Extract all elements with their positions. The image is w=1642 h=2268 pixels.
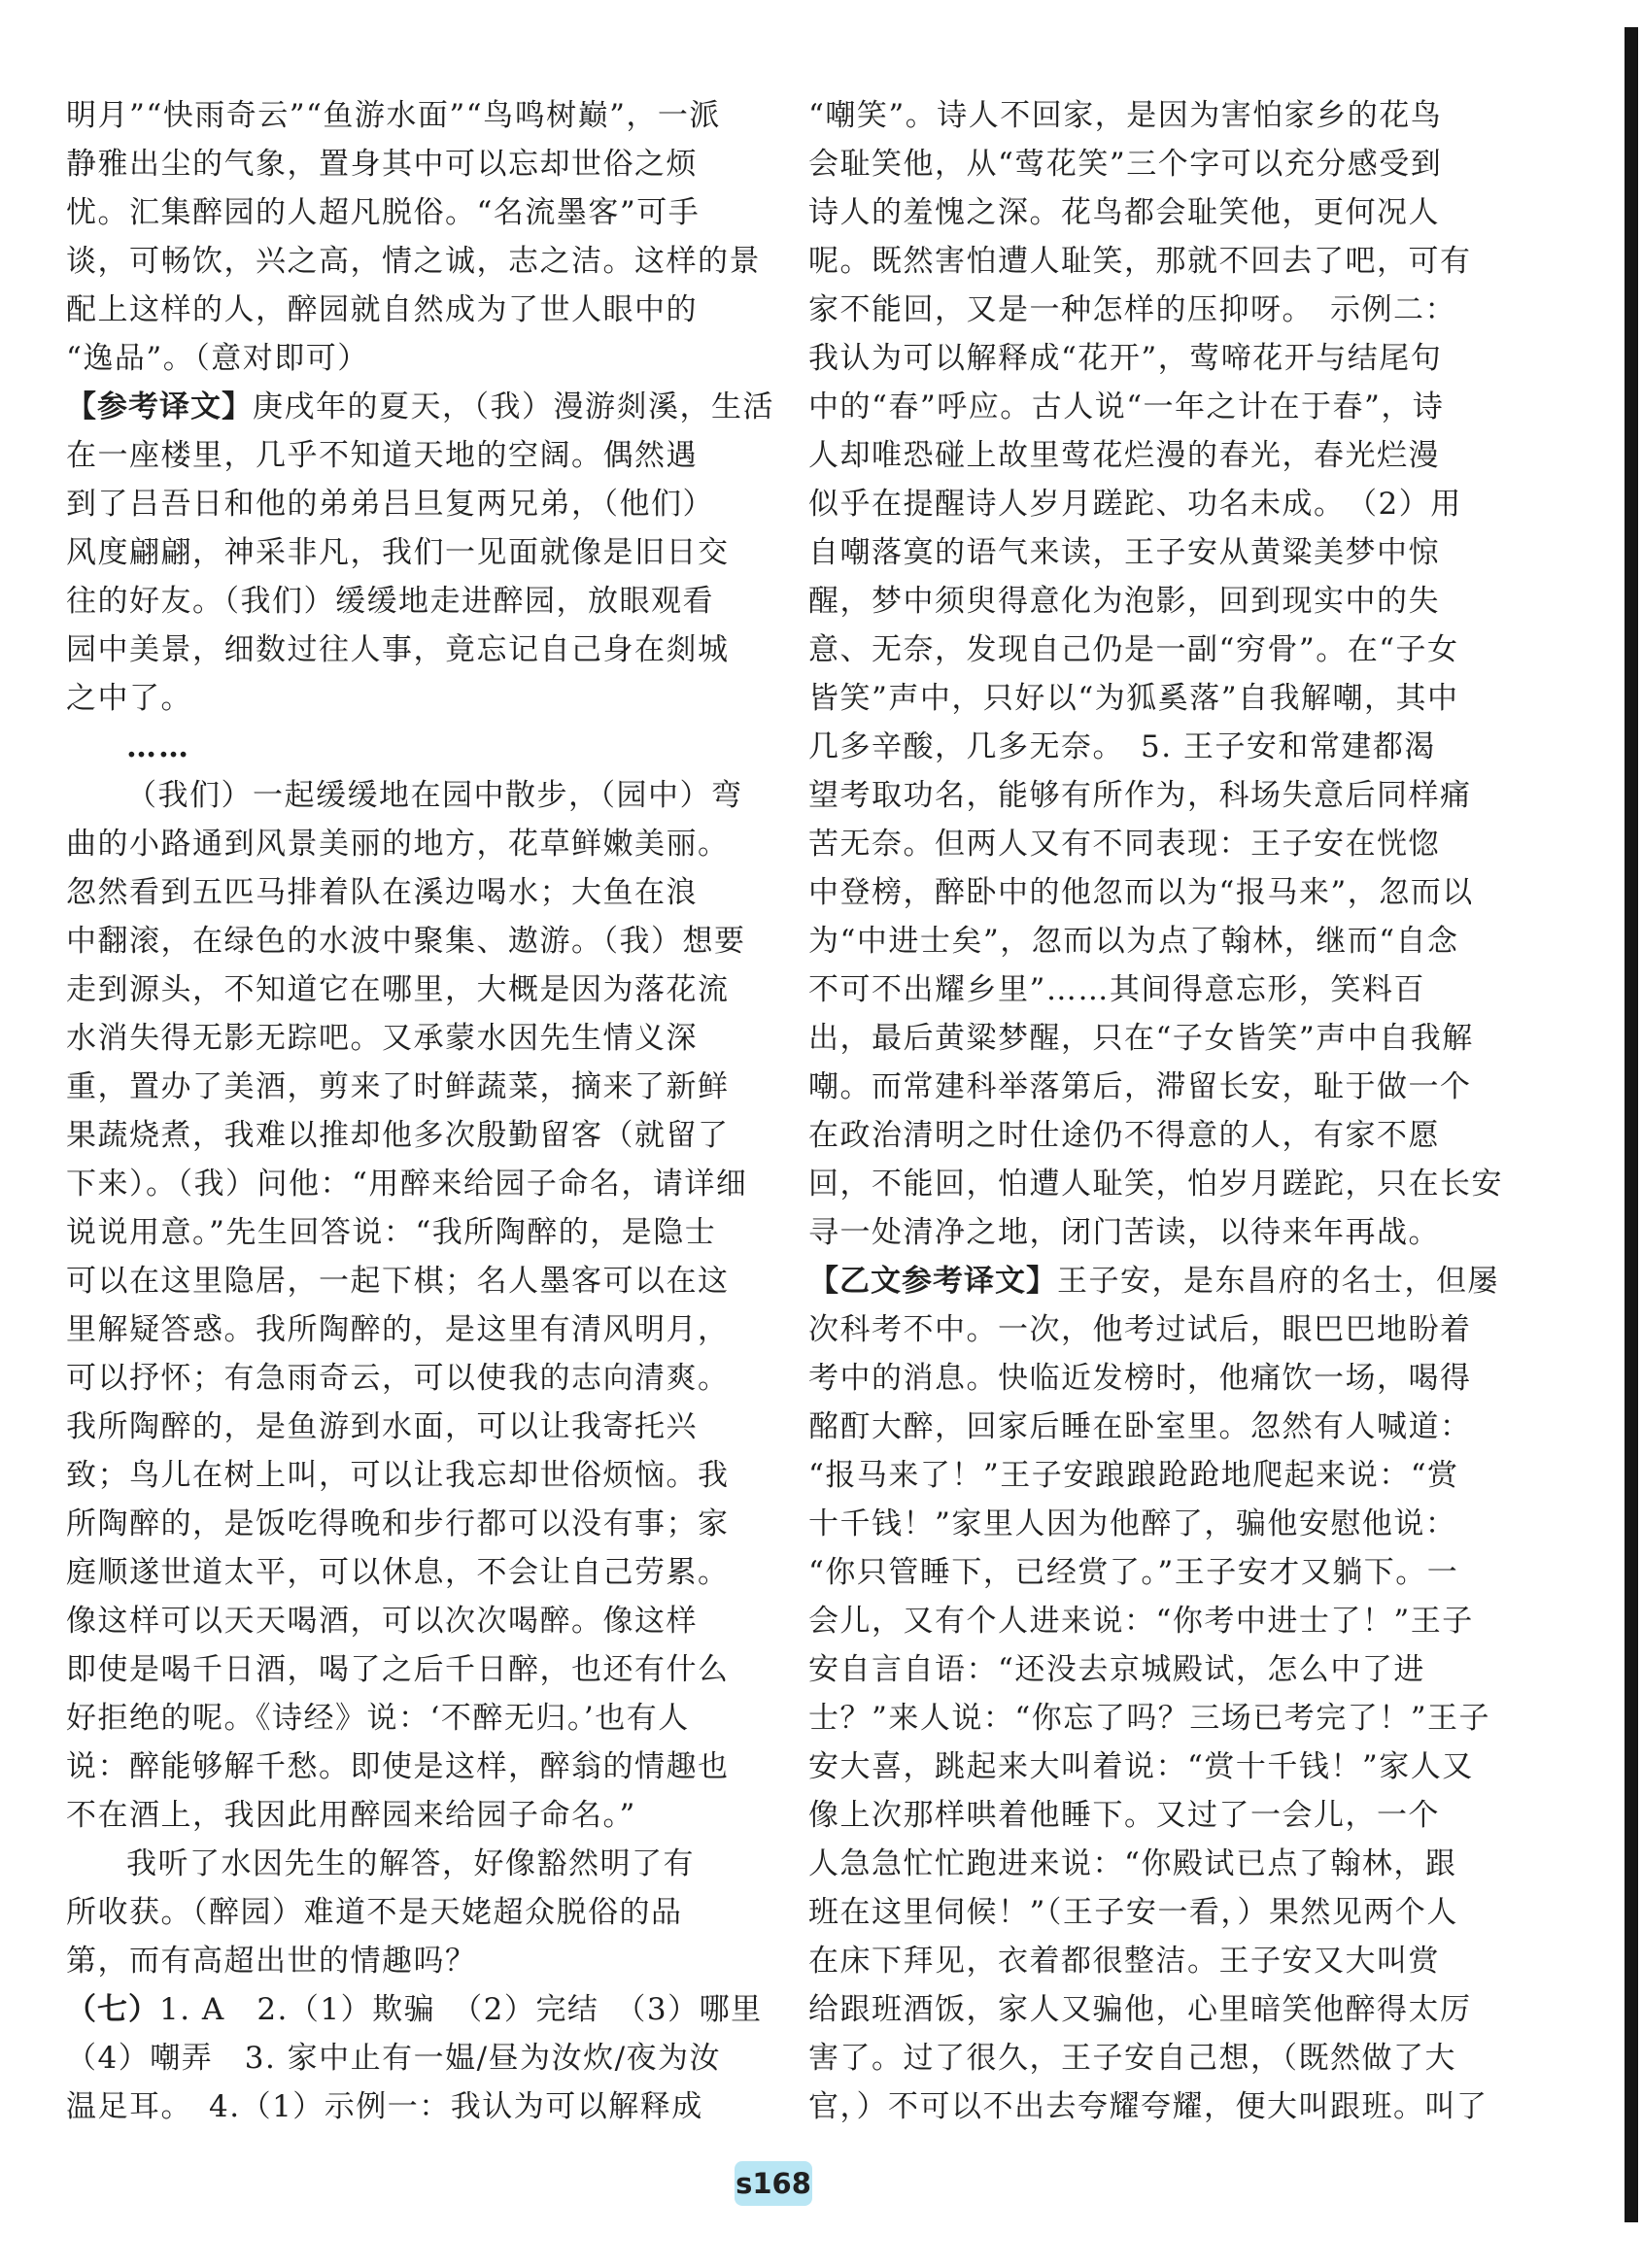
- line-text: 温足耳。 4.（1）示例一：我认为可以解释成: [66, 2089, 703, 2124]
- line-text: 果蔬烧煮，我难以推却他多次殷勤留客（就留了: [66, 1118, 730, 1153]
- left-column-line: [66, 1063, 730, 1111]
- right-column-line: [808, 1548, 1479, 1597]
- line-text: 往的好友。（我们）缓缓地走进醉园，放眼观看: [66, 584, 714, 619]
- section-heading-label: （七）: [66, 1992, 159, 2027]
- line-text: 好拒绝的呢。《诗经》说：‘不醉无归。’也有人: [66, 1701, 690, 1736]
- line-text: 出，最后黄粱梦醒，只在“子女皆笑”声中自我解: [808, 1021, 1474, 1056]
- left-column-line: [66, 1548, 730, 1597]
- right-column-line: [808, 2034, 1479, 2082]
- line-text: 会儿，又有个人进来说：“你考中进士了！”王子: [808, 1604, 1474, 1639]
- line-text: 我认为可以解释成“花开”，莺啼花开与结尾句: [808, 341, 1443, 376]
- line-text: 第，而有高超出世的情趣吗？: [66, 1944, 477, 1979]
- left-column-line: [66, 1840, 727, 1888]
- left-column-line: [66, 1305, 730, 1354]
- line-text: 即使是喝千日酒，喝了之后千日醉，也还有什么: [66, 1652, 730, 1687]
- line-text: 曲的小路通到风景美丽的地方，花草鲜嫩美丽。: [66, 827, 730, 862]
- right-text-column: [808, 91, 1503, 2131]
- left-column-line: [66, 383, 774, 431]
- left-column-line: [66, 334, 727, 383]
- right-column-line: [808, 1111, 1479, 1160]
- line-text: 不在酒上，我因此用醉园来给园子命名。”: [66, 1798, 636, 1833]
- line-text: 像上次那样哄着他睡下。又过了一会儿，一个: [808, 1798, 1440, 1833]
- line-text: 在床下拜见，衣着都很整洁。王子安又大叫赏: [808, 1944, 1440, 1979]
- right-column-line: [808, 577, 1479, 626]
- left-column-line: [66, 1111, 730, 1160]
- line-text: 考中的消息。快临近发榜时，他痛饮一场，喝得: [808, 1361, 1472, 1396]
- right-column-line: [808, 771, 1479, 820]
- line-text: “报马来了！”王子安踉踉跄跄地爬起来说：“赏: [808, 1458, 1459, 1493]
- right-column-line: [808, 1937, 1479, 1985]
- line-text: 水消失得无影无踪吧。又承蒙水因先生情义深: [66, 1021, 698, 1056]
- line-text: 中登榜，醉卧中的他忽而以为“报马来”，忽而以: [808, 875, 1474, 910]
- line-text: 我所陶醉的，是鱼游到水面，可以让我寄托兴: [66, 1409, 698, 1444]
- line-text: 几多辛酸，几多无奈。 5. 王子安和常建都渴: [808, 729, 1436, 764]
- left-column-line: [66, 771, 743, 820]
- line-text: 致；鸟儿在树上叫，可以让我忘却世俗烦恼。我: [66, 1458, 730, 1493]
- line-text: 王子安，是东昌府的名士，但屡: [1057, 1264, 1499, 1299]
- line-text: 官，）不可以不出去夸耀夸耀，便大叫跟班。叫了: [808, 2089, 1488, 2124]
- line-text: 自嘲落寞的语气来读，王子安从黄粱美梦中惊: [808, 535, 1440, 570]
- right-column-line: [808, 2082, 1488, 2131]
- right-column-line: [808, 334, 1479, 383]
- left-column-line: [66, 1791, 727, 1840]
- line-text: 静雅出尘的气象，置身其中可以忘却世俗之烦: [66, 147, 698, 182]
- right-column-line: [808, 528, 1479, 577]
- right-column-line: [808, 188, 1479, 237]
- line-text: 1. A 2.（1）欺骗 （2）完结 （3）哪里: [159, 1992, 763, 2027]
- right-column-line: [808, 1208, 1479, 1257]
- right-column-line: [808, 431, 1479, 480]
- left-column-line: [66, 577, 727, 626]
- line-text: 可以抒怀；有急雨奇云，可以使我的志向清爽。: [66, 1361, 730, 1396]
- left-column-line: [66, 188, 727, 237]
- right-column-line: [808, 820, 1479, 868]
- line-text: 走到源头，不知道它在哪里，大概是因为落花流: [66, 972, 730, 1007]
- right-column-line: [808, 140, 1479, 188]
- right-column-line: [808, 1500, 1479, 1548]
- line-text: 害了。过了很久，王子安自己想，（既然做了大: [808, 2041, 1456, 2076]
- line-text: 风度翩翩，神采非凡，我们一见面就像是旧日交: [66, 535, 730, 570]
- left-column-line: [66, 91, 727, 140]
- left-column-line: [66, 1160, 748, 1208]
- right-column-line: [808, 868, 1479, 917]
- line-text: （我们）一起缓缓地在园中散步，（园中）弯: [126, 778, 743, 813]
- right-column-line: [808, 1985, 1479, 2034]
- line-text: “你只管睡下，已经赏了。”王子安才又躺下。一: [808, 1555, 1459, 1590]
- left-column-line: [66, 868, 727, 917]
- left-column-line: [66, 480, 727, 528]
- right-column-line: [808, 1451, 1479, 1500]
- line-text: 不可不出耀乡里”……其间得意忘形，笑料百: [808, 972, 1425, 1007]
- line-text: 嘲。而常建科举落第后，滞留长安，耻于做一个: [808, 1069, 1472, 1104]
- line-text: 我听了水因先生的解答，好像豁然明了有: [126, 1846, 695, 1881]
- line-text: 安大喜，跳起来大叫着说：“赏十千钱！”家人又: [808, 1749, 1474, 1784]
- line-text: 似乎在提醒诗人岁月蹉跎、功名未成。 （2）用: [808, 487, 1462, 522]
- left-column-line: [66, 626, 730, 674]
- left-column-line: [66, 1257, 730, 1305]
- line-text: （4）嘲弄 3. 家中止有一媪/昼为汝炊/夜为汝: [66, 2041, 722, 2076]
- line-text: 里解疑答惑。我所陶醉的，是这里有清风明月，: [66, 1312, 730, 1347]
- right-column-line: [808, 1840, 1479, 1888]
- line-text: 忧。汇集醉园的人超凡脱俗。“名流墨客”可手: [66, 195, 701, 230]
- right-column-line: [808, 917, 1479, 965]
- right-column-line: [808, 1791, 1479, 1840]
- right-column-line: [808, 1694, 1491, 1743]
- line-text: 苦无奈。但两人又有不同表现：王子安在恍惚: [808, 827, 1440, 862]
- line-text: “逸品”。（意对即可）: [66, 341, 369, 376]
- line-text: 十千钱！”家里人因为他醉了，骗他安慰他说：: [808, 1506, 1457, 1541]
- line-text: 像这样可以天天喝酒，可以次次喝醉。像这样: [66, 1604, 698, 1639]
- right-column-line: [808, 1645, 1479, 1694]
- line-text: 给跟班酒饭，家人又骗他，心里暗笑他醉得太厉: [808, 1992, 1472, 2027]
- left-column-line: [66, 528, 730, 577]
- left-column-line: [66, 286, 727, 334]
- left-column-line: [66, 237, 761, 286]
- line-text: 庚戌年的夏天，（我）漫游剡溪，生活: [253, 389, 774, 424]
- right-column-line: [808, 626, 1479, 674]
- line-text: 意、无奈，发现自己仍是一副“穷骨”。在“子女: [808, 632, 1459, 667]
- line-text: 为“中进士矣”，忽而以为点了翰林，继而“自念: [808, 924, 1459, 959]
- left-column-line: [66, 2034, 727, 2082]
- right-column-line: [808, 286, 1479, 334]
- line-text: 说：醉能够解千愁。即使是这样，醉翁的情趣也: [66, 1749, 730, 1784]
- line-text: 回，不能回，怕遭人耻笑，怕岁月蹉跎，只在长安: [808, 1167, 1503, 1202]
- line-text: 家不能回，又是一种怎样的压抑呀。 示例二：: [808, 292, 1456, 327]
- left-column-line: [66, 1208, 727, 1257]
- line-text: 中的“春”呼应。古人说“一年之计在于春”，诗: [808, 389, 1445, 424]
- line-text: 到了吕吾日和他的弟弟吕旦复两兄弟，（他们）: [66, 487, 714, 522]
- right-column-line: [808, 1063, 1479, 1111]
- line-text: 士？”来人说：“你忘了吗？三场已考完了！”王子: [808, 1701, 1491, 1736]
- line-text: 寻一处清净之地，闭门苦读，以待来年再战。: [808, 1215, 1440, 1250]
- section-heading-label: 【参考译文】: [66, 389, 253, 424]
- left-column-line: [66, 1451, 730, 1500]
- line-text: 诗人的羞愧之深。花鸟都会耻笑他，更何况人: [808, 195, 1440, 230]
- right-column-line: [808, 723, 1479, 771]
- left-column-line: [66, 1694, 727, 1743]
- right-column-line: [808, 91, 1479, 140]
- section-heading-label: 【乙文参考译文】: [808, 1264, 1057, 1299]
- left-column-line: [66, 1888, 727, 1937]
- right-column-line: [808, 1160, 1503, 1208]
- right-column-line: [808, 1597, 1479, 1645]
- left-column-line: [66, 1354, 730, 1403]
- line-text: 酩酊大醉，回家后睡在卧室里。忽然有人喊道：: [808, 1409, 1472, 1444]
- right-column-line: [808, 1257, 1499, 1305]
- line-text: 忽然看到五匹马排着队在溪边喝水；大鱼在浪: [66, 875, 698, 910]
- left-column-line: [66, 723, 727, 771]
- right-column-line: [808, 674, 1479, 723]
- right-column-line: [808, 480, 1479, 528]
- left-column-line: [66, 1014, 727, 1063]
- line-text: 庭顺遂世道太平，可以休息，不会让自己劳累。: [66, 1555, 730, 1590]
- right-column-line: [808, 1743, 1479, 1791]
- line-text: 皆笑”声中，只好以“为狐奚落”自我解嘲，其中: [808, 681, 1459, 716]
- left-column-line: [66, 1743, 730, 1791]
- line-text: 可以在这里隐居，一起下棋；名人墨客可以在这: [66, 1264, 730, 1299]
- right-column-line: [808, 1403, 1479, 1451]
- line-text: 谈，可畅饮，兴之高，情之诚，志之洁。这样的景: [66, 244, 761, 279]
- line-text: 在政治清明之时仕途仍不得意的人，有家不愿: [808, 1118, 1440, 1153]
- page-edge-shadow: [1625, 27, 1638, 2222]
- left-column-line: [66, 917, 746, 965]
- left-column-line: [66, 2082, 727, 2131]
- line-text: 次科考不中。一次，他考过试后，眼巴巴地盼着: [808, 1312, 1472, 1347]
- line-text: 安自言自语：“还没去京城殿试，怎么中了进: [808, 1652, 1425, 1687]
- line-text: 呢。既然害怕遭人耻笑，那就不回去了吧，可有: [808, 244, 1472, 279]
- left-column-line: [66, 1403, 727, 1451]
- right-column-line: [808, 1888, 1479, 1937]
- right-column-line: [808, 1305, 1479, 1354]
- line-text: ……: [126, 729, 190, 764]
- line-text: 醒，梦中须臾得意化为泡影，回到现实中的失: [808, 584, 1440, 619]
- right-column-line: [808, 1354, 1479, 1403]
- line-text: 明月”“快雨奇云”“鱼游水面”“鸟鸣树巅”，一派: [66, 98, 721, 133]
- left-column-line: [66, 674, 727, 723]
- left-column-line: [66, 1645, 730, 1694]
- right-column-line: [808, 383, 1479, 431]
- line-text: 所收获。（醉园）难道不是天姥超众脱俗的品: [66, 1895, 683, 1930]
- line-text: 重，置办了美酒，剪来了时鲜蔬菜，摘来了新鲜: [66, 1069, 730, 1104]
- left-column-line: [66, 1985, 763, 2034]
- right-column-line: [808, 1014, 1479, 1063]
- right-column-line: [808, 237, 1479, 286]
- page-number: s168: [735, 2161, 812, 2206]
- line-text: 园中美景，细数过往人事，竟忘记自己身在剡城: [66, 632, 730, 667]
- left-column-line: [66, 1937, 727, 1985]
- left-column-line: [66, 1500, 730, 1548]
- line-text: 配上这样的人，醉园就自然成为了世人眼中的: [66, 292, 698, 327]
- line-text: 说说用意。”先生回答说：“我所陶醉的，是隐士: [66, 1215, 717, 1250]
- line-text: 下来）。（我）问他：“用醉来给园子命名，请详细: [66, 1167, 748, 1202]
- right-column-line: [808, 965, 1479, 1014]
- line-text: 之中了。: [66, 681, 192, 716]
- left-column-line: [66, 1597, 727, 1645]
- line-text: 在一座楼里，几乎不知道天地的空阔。偶然遇: [66, 438, 698, 473]
- line-text: 中翻滚，在绿色的水波中聚集、遨游。（我）想要: [66, 924, 746, 959]
- left-text-column: [66, 91, 774, 2131]
- left-column-line: [66, 140, 727, 188]
- line-text: 人急急忙忙跑进来说：“你殿试已点了翰林，跟: [808, 1846, 1457, 1881]
- left-column-line: [66, 820, 730, 868]
- line-text: 人却唯恐碰上故里莺花烂漫的春光，春光烂漫: [808, 438, 1440, 473]
- left-column-line: [66, 965, 730, 1014]
- line-text: 班在这里伺候！”（王子安一看，）果然见两个人: [808, 1895, 1458, 1930]
- left-column-line: [66, 431, 727, 480]
- line-text: 望考取功名，能够有所作为，科场失意后同样痛: [808, 778, 1472, 813]
- line-text: 会耻笑他，从“莺花笑”三个字可以充分感受到: [808, 147, 1443, 182]
- line-text: “嘲笑”。诗人不回家，是因为害怕家乡的花鸟: [808, 98, 1443, 133]
- line-text: 所陶醉的，是饭吃得晚和步行都可以没有事；家: [66, 1506, 730, 1541]
